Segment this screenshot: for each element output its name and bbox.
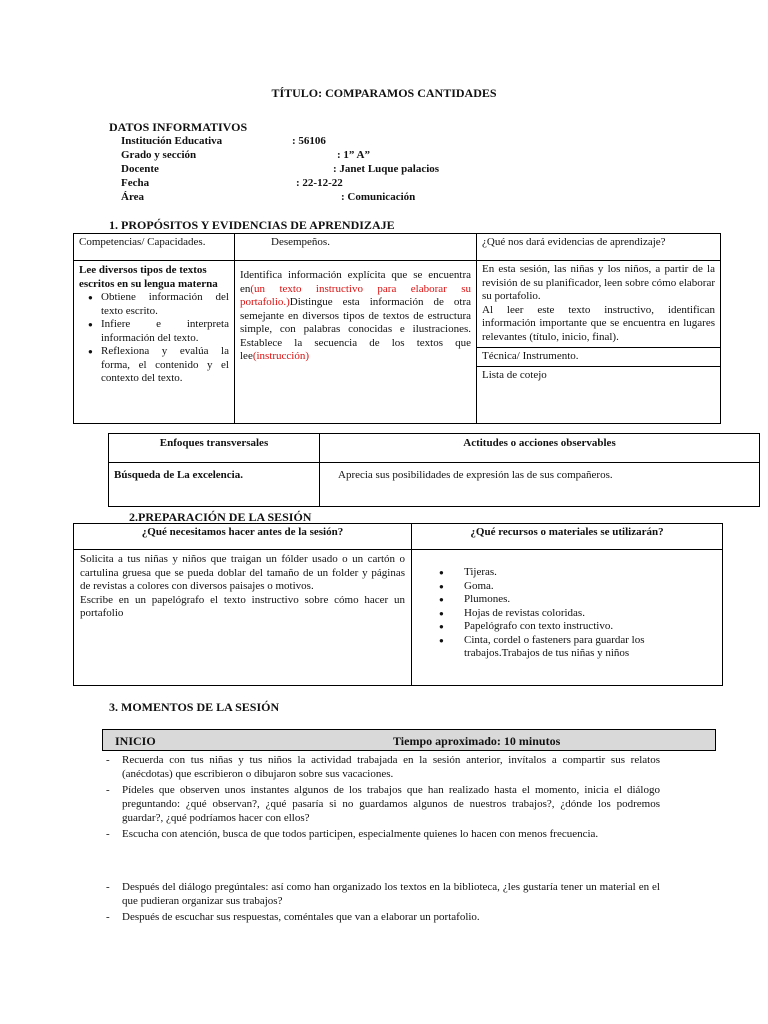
inicio-item: - Después del diálogo pregúntales: así como han organizado los textos en la biblioteca, ¿les gustaría tener un material en el que pudieran organizar sus trabajos? xyxy=(100,880,660,908)
page-title: TÍTULO: COMPARAMOS CANTIDADES xyxy=(271,86,497,100)
desempeno-cell xyxy=(235,261,477,424)
evidencia-paragraph-1: En esta sesión, las niñas y los niños, a partir de la revisión de su planificador, leen sobre cómo elaborar su portafolio. xyxy=(482,263,715,302)
recursos-header: ¿Qué recursos o materiales se utilizarán? xyxy=(412,524,723,550)
desempeno-text-2: Distingue esta información de otra semejante en diversos tipos de textos de estructura simple, con palabras conocidas e ilustraciones. Establece la secuencia de los textos que lee xyxy=(240,296,471,362)
desempenos-header: Desempeños. xyxy=(235,234,477,261)
datos-label-fecha: Fecha xyxy=(121,177,150,189)
preparacion-cell xyxy=(74,550,412,686)
preparacion-table xyxy=(73,523,723,686)
desempeno-text-1: Identifica información explícita que se encuentra en xyxy=(240,269,471,295)
material-item: ● Tijeras. xyxy=(442,566,716,580)
datos-value-area: : Comunicación xyxy=(341,191,416,203)
datos-value-fecha: : 22-12-22 xyxy=(296,177,343,189)
capacidad-item: ● Infiere e interpreta información del texto. xyxy=(91,318,229,345)
preparacion-item: Solicita a tus niñas y niños que traigan un fólder usado o un cartón o cartulina gruesa que se pueda doblar del tamaño de un folder y páginas de revistas a colores con diversos paisajes o motivos. xyxy=(80,553,405,592)
material-item: ● Plumones. xyxy=(442,593,716,607)
material-item: ● Hojas de revistas coloridas. xyxy=(442,607,716,621)
tecnica-label: Técnica/ Instrumento. xyxy=(477,348,721,367)
datos-label-area: Área xyxy=(121,191,145,203)
datos-label-grado: Grado y sección xyxy=(121,149,197,161)
inicio-bar xyxy=(102,729,716,751)
evidencia-paragraph-2: Al leer este texto instructivo, identifican información importante que se encuentra en lugares relevantes (título, inicio, final). xyxy=(482,303,715,343)
datos-value-institucion: : 56106 xyxy=(292,135,326,147)
desempeno-highlight-2: (instrucción) xyxy=(252,350,310,362)
evidencia-cell xyxy=(477,261,721,348)
competencias-header: Competencias/ Capacidades. xyxy=(74,234,235,261)
enfoques-header: Enfoques transversales xyxy=(109,434,320,463)
material-item: ● Papelógrafo con texto instructivo. xyxy=(442,620,716,634)
actitudes-header: Actitudes o acciones observables xyxy=(320,434,760,463)
inicio-item: - Recuerda con tus niñas y tus niños la actividad trabajada en la sesión anterior, invítalos a compartir sus relatos (anécdotas) que escribieron o dibujaron sobre sus vacaciones. xyxy=(100,753,660,781)
inicio-list-2 xyxy=(100,880,660,926)
datos-value-docente: : Janet Luque palacios xyxy=(333,163,440,175)
material-item: ● Goma. xyxy=(442,580,716,594)
section3-heading: 3. MOMENTOS DE LA SESIÓN xyxy=(109,700,280,714)
datos-heading: DATOS INFORMATIVOS xyxy=(109,120,248,134)
inicio-list xyxy=(100,753,660,843)
capacidad-item: ● Reflexiona y evalúa la forma, el contenido y el contexto del texto. xyxy=(91,345,229,386)
actitud-value: Aprecia sus posibilidades de expresión las de sus compañeros. xyxy=(320,463,760,507)
recursos-cell xyxy=(412,550,723,686)
preparacion-item: Escribe en un papelógrafo el texto instructivo sobre cómo hacer un portafolio xyxy=(80,593,405,619)
inicio-item: - Pídeles que observen unos instantes algunos de los trabajos que han realizado hasta el momento, inicia el diálogo preguntando: ¿qué observan?, ¿qué pasaría si no guardamos algunos de nuestros trabajos?, ¿dónde los podremos guardar?, ¿qué podríamos hacer con ellos? xyxy=(100,783,660,825)
competencia-title: Lee diversos tipos de textos escritos en su lengua materna xyxy=(79,264,218,290)
datos-label-institucion: Institución Educativa xyxy=(121,135,223,147)
datos-label-docente: Docente xyxy=(121,163,159,175)
datos-value-grado: : 1” A” xyxy=(337,149,370,161)
capacidad-item: ● Obtiene información del texto escrito. xyxy=(91,291,229,318)
inicio-label: INICIO xyxy=(115,734,156,748)
tiempo-label: Tiempo aproximado: 10 minutos xyxy=(393,734,561,748)
inicio-item: - Escucha con atención, busca de que todos participen, especialmente quienes lo hacen con menos frecuencia. xyxy=(100,827,660,841)
desempeno-highlight-1: (un texto instructivo para elaborar su portafolio.) xyxy=(240,282,471,308)
material-item: ● Cinta, cordel o fasteners para guardar los trabajos.Trabajos de tus niñas y niños xyxy=(442,634,716,661)
enfoques-table xyxy=(108,433,760,507)
enfoque-value: Búsqueda de La excelencia. xyxy=(109,463,320,507)
preparacion-header: ¿Qué necesitamos hacer antes de la sesión? xyxy=(74,524,412,550)
section2-heading: 2.PREPARACIÓN DE LA SESIÓN xyxy=(129,510,312,524)
propositos-table xyxy=(73,233,721,424)
section1-heading: 1. PROPÓSITOS Y EVIDENCIAS DE APRENDIZAJE xyxy=(109,218,395,232)
competencias-cell xyxy=(74,261,235,424)
inicio-item: - Después de escuchar sus respuestas, coméntales que van a elaborar un portafolio. xyxy=(100,910,660,924)
tecnica-value: Lista de cotejo xyxy=(477,366,721,423)
evidencias-header: ¿Qué nos dará evidencias de aprendizaje? xyxy=(477,234,721,261)
